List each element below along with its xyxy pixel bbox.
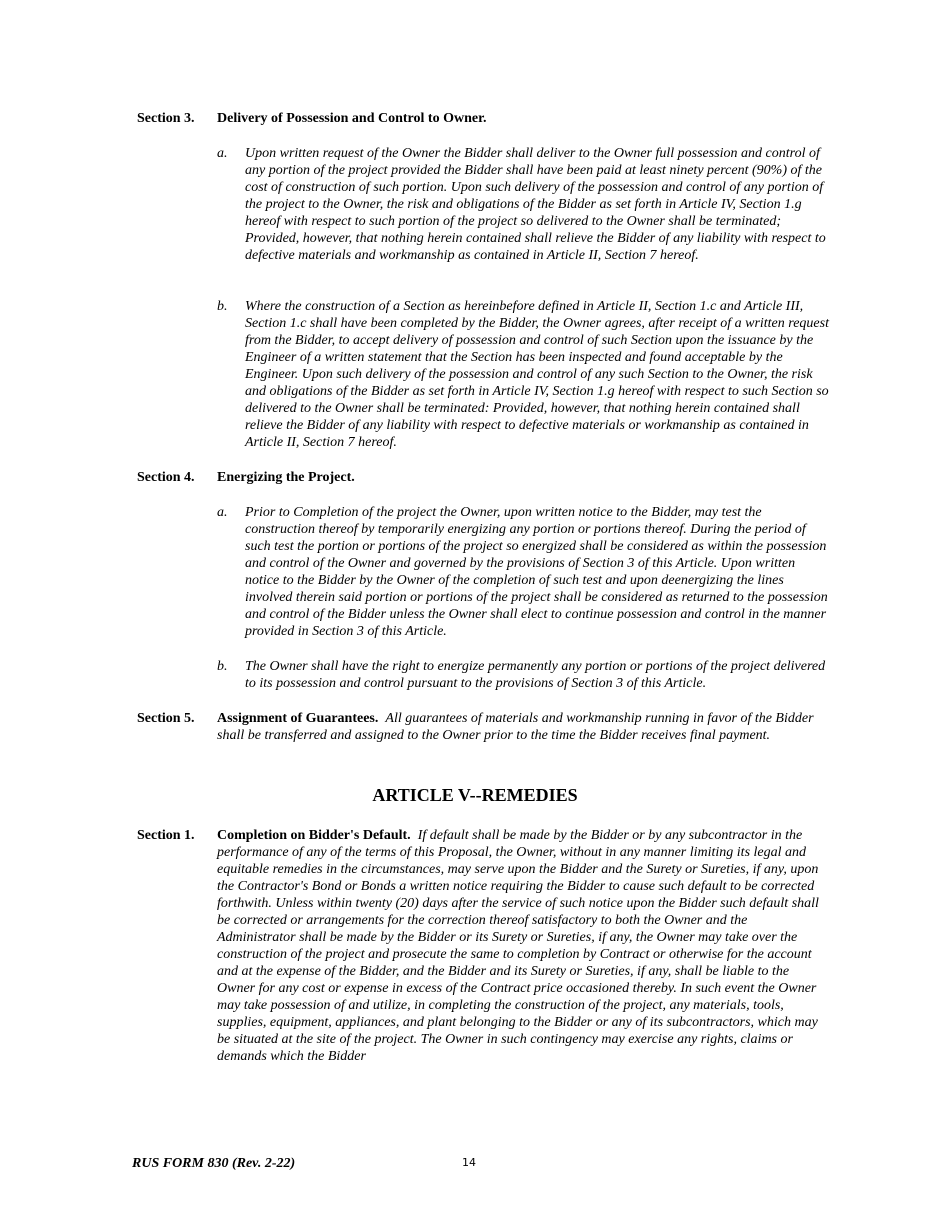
paragraph-marker: a. [217, 505, 228, 520]
section-5-label: Section 5. [137, 711, 195, 726]
footer-form-id: RUS FORM 830 (Rev. 2-22) [132, 1156, 296, 1171]
page-number: 14 [462, 1156, 476, 1169]
paragraph-marker: a. [217, 146, 228, 161]
article-5-section-1-body [217, 827, 829, 1065]
section-3-paragraph-a [217, 145, 832, 264]
section-4-paragraph-a [217, 504, 832, 640]
section-5-title: Assignment of Guarantees. [217, 711, 379, 726]
section-3-title: Delivery of Possession and Control to Owner. [217, 111, 487, 126]
paragraph-text: Where the construction of a Section as hereinbefore defined in Article II, Section 1.c and Article III, Section 1.c shall have been completed by the Bidder, the Owner agrees, after receipt of a written request from the Bidder, to accept delivery of possession and control of such Section upon the issuance by the Engineer of a written statement that the Section has been inspected and found acceptable by the Engineer. Upon such delivery of the possession and control of any such Section to the Owner, the risk and obligations of the Bidder as set forth in Article IV, Section 1.g hereof with respect to such Section so delivered to the Owner shall be terminated: Provided, however, that nothing herein contained shall relieve the Bidder of any liability with respect to defective materials or workmanship as contained in Article II, Section 7 hereof. [245, 299, 829, 450]
section-5-text: All guarantees of materials and workmanship running in favor of the Bidder shall be transferred and assigned to the Owner prior to the time the Bidder receives final payment. [217, 711, 814, 743]
paragraph-marker: b. [217, 299, 228, 314]
article-5-section-1-title: Completion on Bidder's Default. [217, 828, 411, 843]
paragraph-text: Upon written request of the Owner the Bidder shall deliver to the Owner full possession and control of any portion of the project provided the Bidder shall have been paid at least ninety percent (90%) of the cost of construction of such portion. Upon such delivery of the possession and control of any portion of the project to the Owner, the risk and obligations of the Bidder as set forth in Article IV, Section 1.g hereof with respect to such portion of the project so delivered to the Owner shall be terminated; Provided, however, that nothing herein contained shall relieve the Bidder of any liability with respect to defective materials and workmanship as contained in Article II, Section 7 hereof. [245, 146, 826, 263]
article-5-section-1-text: If default shall be made by the Bidder or by any subcontractor in the performance of any of the terms of this Proposal, the Owner, without in any manner limiting its legal and equitable remedies in the circumstances, may serve upon the Bidder and the Surety or Sureties, if any, upon the Contractor's Bond or Bonds a written notice requiring the Bidder to cause such default to be corrected forthwith. Unless within twenty (20) days after the service of such notice upon the Bidder such default shall be corrected or arrangements for the correction thereof satisfactory to both the Owner and the Administrator shall be made by the Bidder or its Surety or Sureties, if any, the Owner may take over the construction of the project and prosecute the same to completion by Contract or otherwise for the account and at the expense of the Bidder, and the Bidder and its Surety or Sureties, if any, shall be liable to the Owner for any cost or expense in excess of the Contract price occasioned thereby. In such event the Owner may take possession of and utilize, in completing the construction of the project, any materials, tools, supplies, equipment, appliances, and plant belonging to the Bidder or any of its subcontractors, which may be situated at the site of the project. The Owner in such contingency may exercise any rights, claims or demands which the Bidder [217, 828, 819, 1064]
section-4-title: Energizing the Project. [217, 470, 355, 485]
section-4-paragraph-b [217, 658, 832, 692]
paragraph-text: Prior to Completion of the project the Owner, upon written notice to the Bidder, may test the construction thereof by temporarily energizing any portion or portions thereof. During the period of such test the portion or portions of the project so energized shall be considered as within the possession and control of the Owner and governed by the provisions of Section 3 of this Article. Upon written notice to the Bidder by the Owner of the completion of such test and upon deenergizing the lines involved therein said portion or portions of the project shall be considered as returned to the possession and control of the Bidder unless the Owner shall elect to continue possession and control in the manner provided in Section 3 of this Article. [245, 505, 828, 639]
section-4-label: Section 4. [137, 470, 195, 485]
section-5-body [217, 710, 829, 744]
article-heading: ARTICLE V--REMEDIES [372, 785, 578, 805]
paragraph-marker: b. [217, 659, 228, 674]
article-5-section-1-label: Section 1. [137, 828, 195, 843]
section-3-paragraph-b [217, 298, 832, 451]
paragraph-text: The Owner shall have the right to energize permanently any portion or portions of the project delivered to its possession and control pursuant to the provisions of Section 3 of this Article. [245, 659, 826, 691]
section-3-label: Section 3. [137, 111, 195, 126]
